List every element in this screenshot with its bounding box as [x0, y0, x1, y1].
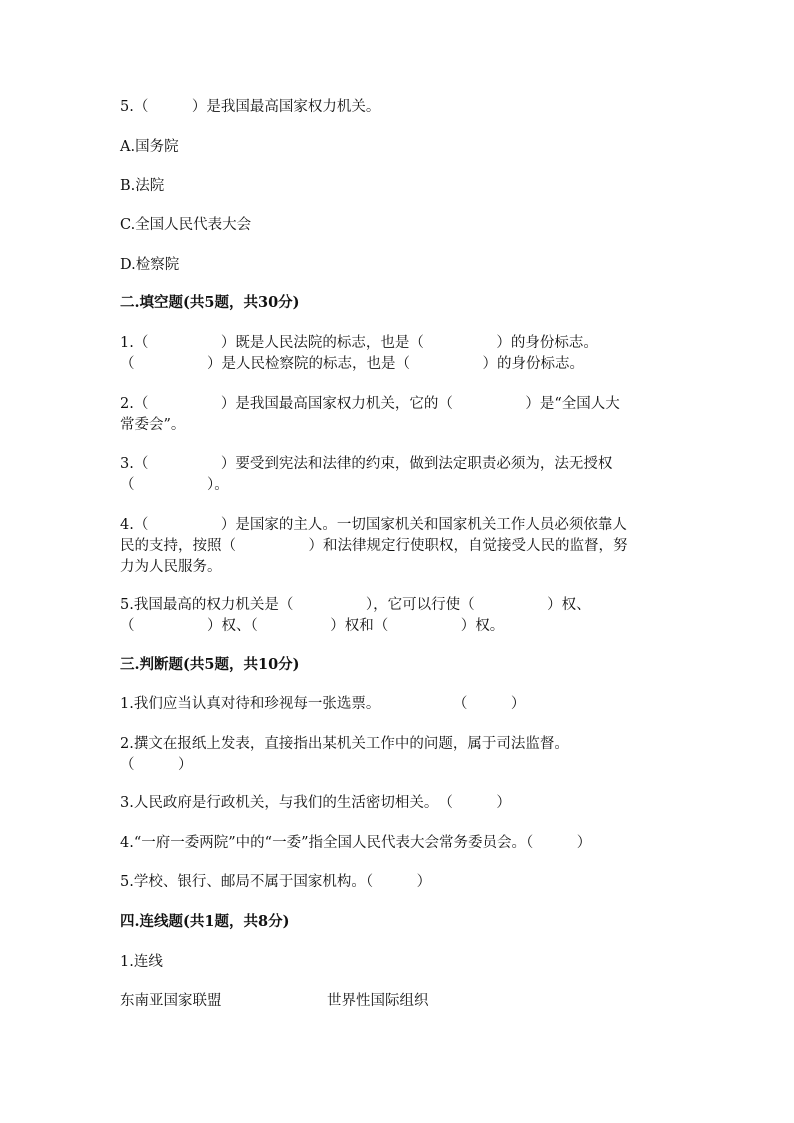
- match-right-item: 世界性国际组织: [327, 993, 429, 1009]
- option-c: C.全国人民代表大会: [120, 217, 252, 233]
- fill-q4-line2: 民的支持，按照（ ）和法律规定行使职权，自觉接受人民的监督，努: [120, 538, 628, 554]
- fill-q3-line2: （ ）。: [120, 477, 229, 493]
- judge-q5: 5.学校、银行、邮局不属于国家机构。（ ）: [120, 874, 432, 890]
- judge-q2-line1: 2.撰文在报纸上发表，直接指出某机关工作中的问题，属于司法监督。: [120, 736, 569, 752]
- section-3-title: 三.判断题(共5题，共10分): [120, 656, 300, 673]
- fill-q4-line1: 4.（ ）是国家的主人。一切国家机关和国家机关工作人员必须依靠人: [120, 517, 627, 533]
- fill-q3-line1: 3.（ ）要受到宪法和法律的约束，做到法定职责必须为，法无授权: [120, 456, 613, 472]
- fill-q5-line2: （ ）权、（ ）权和（ ）权。: [120, 618, 505, 634]
- fill-q1-line1: 1.（ ）既是人民法院的标志，也是（ ）的身份标志。: [120, 335, 598, 351]
- section-2-title: 二.填空题(共5题，共30分): [120, 294, 300, 311]
- fill-q2-line2: 常委会”。: [120, 417, 186, 433]
- judge-q1: 1.我们应当认真对待和珍视每一张选票。 （ ）: [120, 696, 526, 712]
- judge-q4: 4.“一府一委两院”中的“一委”指全国人民代表大会常务委员会。（ ）: [120, 835, 592, 851]
- option-a: A.国务院: [120, 139, 179, 155]
- fill-q1-line2: （ ）是人民检察院的标志，也是（ ）的身份标志。: [120, 356, 584, 372]
- section-4-title: 四.连线题(共1题，共8分): [120, 913, 290, 930]
- option-b: B.法院: [120, 178, 165, 194]
- fill-q2-line1: 2.（ ）是我国最高国家权力机关，它的（ ）是“全国人大: [120, 396, 620, 412]
- option-d: D.检察院: [120, 257, 180, 273]
- judge-q3: 3.人民政府是行政机关，与我们的生活密切相关。 （ ）: [120, 795, 511, 811]
- question-5-stem: 5.（ ）是我国最高国家权力机关。: [120, 99, 381, 115]
- match-q1: 1.连线: [120, 954, 163, 970]
- fill-q5-line1: 5.我国最高的权力机关是（ ），它可以行使（ ）权、: [120, 597, 591, 613]
- match-left-item: 东南亚国家联盟: [120, 993, 222, 1009]
- judge-q2-line2: （ ）: [120, 757, 193, 773]
- fill-q4-line3: 力为人民服务。: [120, 559, 222, 575]
